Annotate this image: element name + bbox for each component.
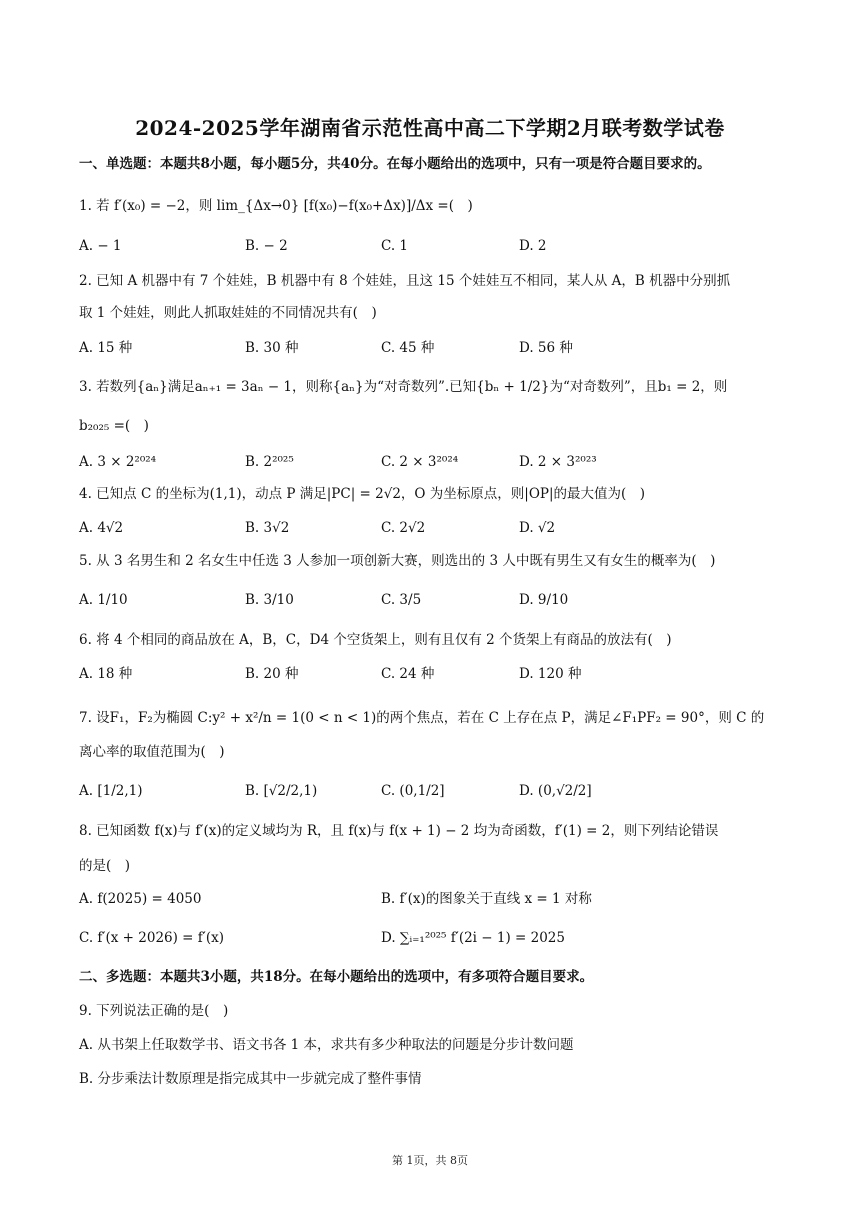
question-5-option-a: A. 1/10 (79, 592, 128, 608)
page-title: 2024-2025学年湖南省示范性高中高二下学期2月联考数学试卷 (135, 116, 725, 140)
question-3-stem-line2: b₂₀₂₅ =( ) (79, 418, 149, 434)
question-7-stem-line1: 7. 设F₁，F₂为椭圆 C:y² + x²/n = 1(0 < n < 1)的两个焦点，若在 C 上存在点 P，满足∠F₁PF₂ = 90°，则 C 的 (79, 710, 765, 726)
question-2-stem-line1: 2. 已知 A 机器中有 7 个娃娃，B 机器中有 8 个娃娃，且这 15 个娃娃互不相同，某人从 A，B 机器中分别抓 (79, 273, 731, 289)
question-6-option-d: D. 120 种 (519, 666, 582, 682)
section-2-heading: 二、多选题：本题共3小题，共18分。在每小题给出的选项中，有多项符合题目要求。 (79, 969, 594, 985)
question-8-option-b: B. f′(x)的图象关于直线 x = 1 对称 (381, 891, 592, 907)
page-footer: 第 1页，共 8页 (392, 1154, 468, 1167)
question-1-option-d: D. 2 (519, 238, 547, 254)
question-5-option-c: C. 3/5 (381, 592, 422, 608)
question-2-option-d: D. 56 种 (519, 340, 573, 356)
question-9-option-b: B. 分步乘法计数原理是指完成其中一步就完成了整件事情 (79, 1071, 422, 1087)
question-5-option-b: B. 3/10 (245, 592, 294, 608)
question-5-stem: 5. 从 3 名男生和 2 名女生中任选 3 人参加一项创新大赛，则选出的 3 人中既有男生又有女生的概率为( ) (79, 553, 716, 569)
question-8-option-d: D. ∑ᵢ₌₁²⁰²⁵ f′(2i − 1) = 2025 (381, 930, 565, 946)
question-9-stem: 9. 下列说法正确的是( ) (79, 1003, 229, 1019)
question-6-option-c: C. 24 种 (381, 666, 435, 682)
question-4-option-b: B. 3√2 (245, 520, 290, 536)
question-1-option-b: B. − 2 (245, 238, 288, 254)
question-2-option-b: B. 30 种 (245, 340, 299, 356)
question-4-option-a: A. 4√2 (79, 520, 124, 536)
question-7-stem-line2: 离心率的取值范围为( ) (79, 744, 225, 760)
question-6-option-a: A. 18 种 (79, 666, 133, 682)
question-2-stem-line2: 取 1 个娃娃，则此人抓取娃娃的不同情况共有( ) (79, 305, 377, 321)
section-1-heading: 一、单选题：本题共8小题，每小题5分，共40分。在每小题给出的选项中，只有一项是符合题目要求的。 (79, 156, 711, 172)
question-4-option-c: C. 2√2 (381, 520, 426, 536)
question-7-option-a: A. [1/2,1) (79, 783, 143, 799)
question-3-option-d: D. 2 × 3²⁰²³ (519, 454, 597, 470)
question-8-option-c: C. f′(x + 2026) = f′(x) (79, 930, 224, 946)
question-3-option-b: B. 2²⁰²⁵ (245, 454, 294, 470)
question-7-option-b: B. [√2/2,1) (245, 783, 318, 799)
question-3-option-c: C. 2 × 3²⁰²⁴ (381, 454, 459, 470)
question-3-option-a: A. 3 × 2²⁰²⁴ (79, 454, 157, 470)
question-7-option-d: D. (0,√2/2] (519, 783, 592, 799)
question-6-option-b: B. 20 种 (245, 666, 299, 682)
question-1-stem: 1. 若 f′(x₀) = −2，则 lim_{Δx→0} [f(x₀)−f(x₀+Δx)]/Δx =( ) (79, 198, 473, 214)
question-6-stem: 6. 将 4 个相同的商品放在 A，B，C，D4 个空货架上，则有且仅有 2 个货架上有商品的放法有( ) (79, 632, 672, 648)
question-9-option-a: A. 从书架上任取数学书、语文书各 1 本，求共有多少种取法的问题是分步计数问题 (79, 1037, 574, 1053)
question-3-stem-line1: 3. 若数列{aₙ}满足aₙ₊₁ = 3aₙ − 1，则称{aₙ}为“对奇数列”.已知{bₙ + 1/2}为“对奇数列”，且b₁ = 2，则 (79, 379, 728, 395)
question-8-option-a: A. f(2025) = 4050 (79, 891, 202, 907)
question-8-stem-line2: 的是( ) (79, 858, 131, 874)
question-1-option-a: A. − 1 (79, 238, 122, 254)
question-4-stem: 4. 已知点 C 的坐标为(1,1)，动点 P 满足|PC| = 2√2，O 为坐标原点，则|OP|的最大值为( ) (79, 486, 646, 502)
question-2-option-a: A. 15 种 (79, 340, 133, 356)
question-1-option-c: C. 1 (381, 238, 409, 254)
question-7-option-c: C. (0,1/2] (381, 783, 445, 799)
question-2-option-c: C. 45 种 (381, 340, 435, 356)
question-5-option-d: D. 9/10 (519, 592, 569, 608)
question-4-option-d: D. √2 (519, 520, 556, 536)
question-8-stem-line1: 8. 已知函数 f(x)与 f′(x)的定义域均为 R，且 f(x)与 f(x + 1) − 2 均为奇函数，f′(1) = 2，则下列结论错误 (79, 823, 719, 839)
